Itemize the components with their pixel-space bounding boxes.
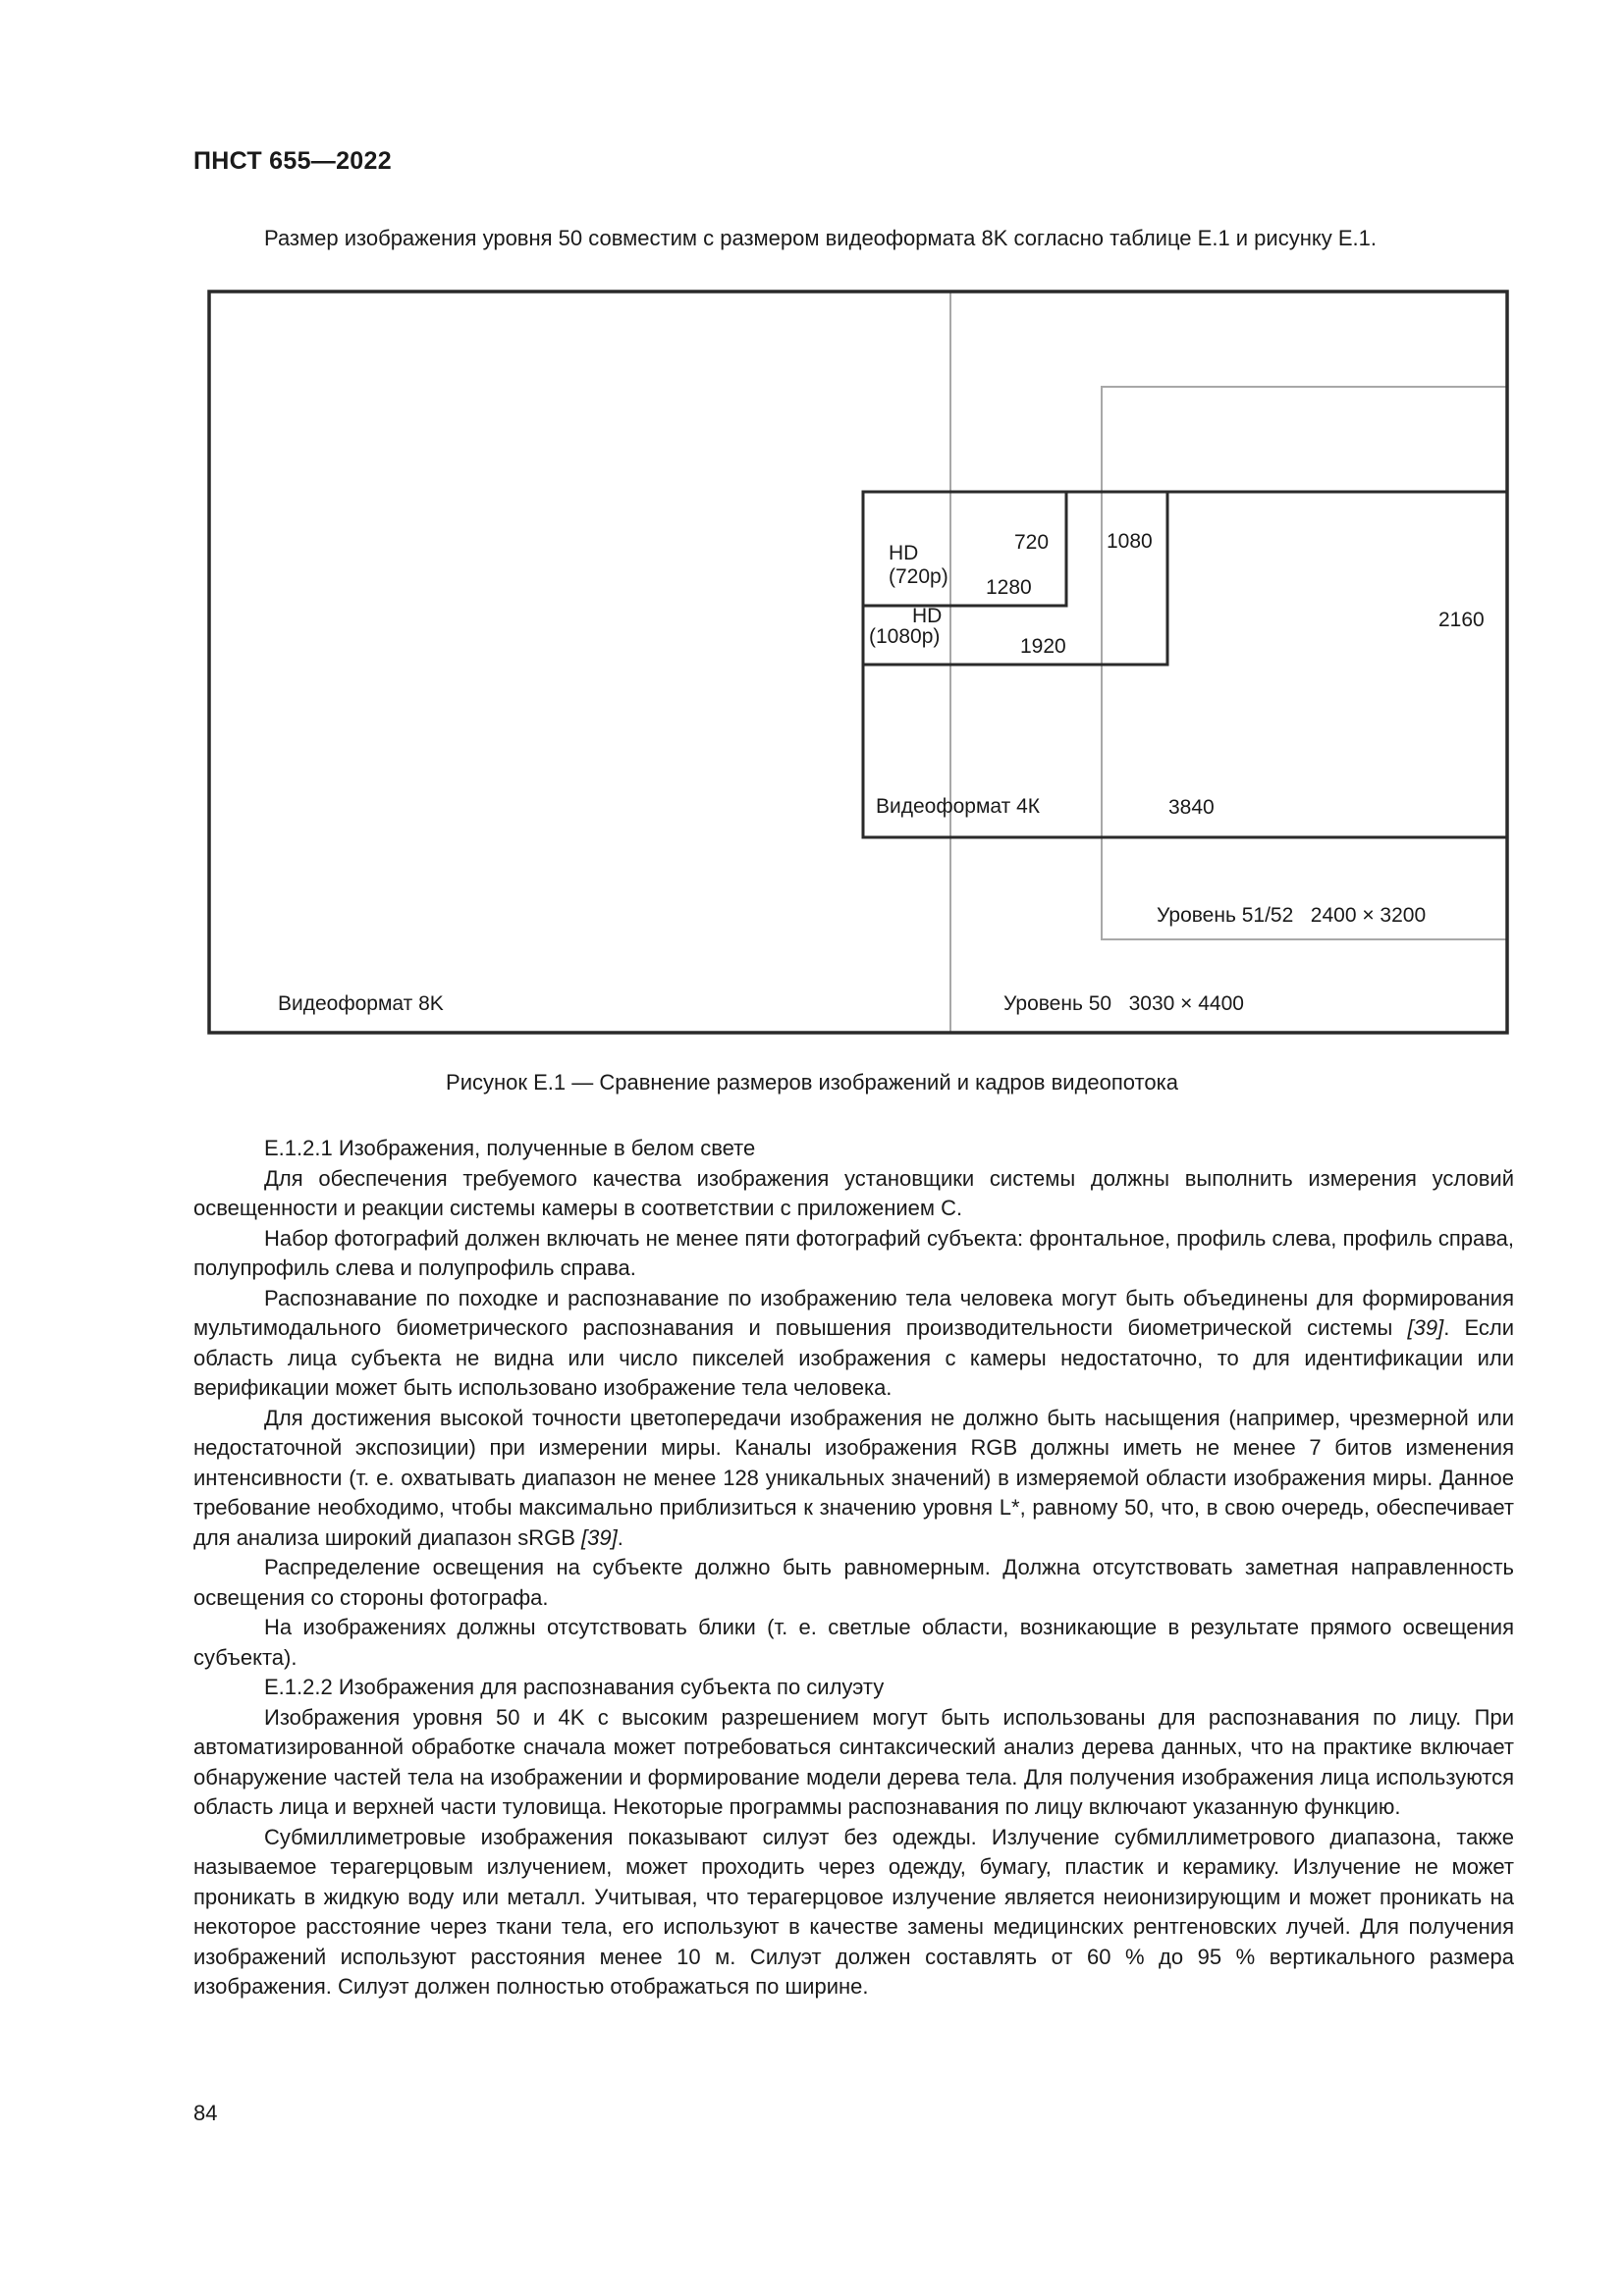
label-4k: Видеоформат 4К (876, 795, 1041, 818)
paragraph: Для обеспечения требуемого качества изображения установщики системы должны выполнить измерения условий освещенности и реакции системы камеры в соответствии с приложением С. (193, 1165, 1514, 1220)
figure-diagram (0, 0, 1624, 1060)
label-hd1080 (869, 605, 943, 648)
label-1920: 1920 (1020, 635, 1066, 658)
label-3840: 3840 (1168, 796, 1215, 819)
paragraph-text: Для достижения высокой точности цветопередачи изображения не должно быть насыщения (например, чрезмерной или недостаточной экспозиции) при измерении миры. Каналы изображения RGB должны иметь не менее 7 битов изменения интенсивности (т. е. охватывать диапазон не менее 128 уникальных значений) в измеряемой области изображения миры. Данное требование необходимо, чтобы максимально приблизиться к значению уровня L*, равному 50, что, в свою очередь, обеспечивает для анализа широкий диапазон sRGB (193, 1405, 1514, 1550)
reference: [39] (1407, 1315, 1444, 1340)
label-1080: 1080 (1107, 530, 1153, 553)
label-level50: Уровень 50 3030 × 4400 (1003, 992, 1244, 1015)
paragraph-text: . Если область лица субъекта не видна или число пикселей изображения с камеры недостаточно, то для идентификации или верификации может быть использовано изображение тела человека. (193, 1315, 1515, 1400)
subsection-heading-e1-2-1: Е.1.2.1 Изображения, полученные в белом свете (264, 1136, 756, 1160)
paragraph-text: Распознавание по походке и распознавание по изображению тела человека могут быть объединены для формирования мультимодального биометрического распознавания и повышения производительности биометрической системы (193, 1285, 1514, 1340)
body-text (193, 1134, 1514, 2002)
label-hd720 (889, 542, 948, 589)
paragraph-text: . (617, 1524, 623, 1550)
paragraph: Распределение освещения на субъекте должно быть равномерным. Должна отсутствовать заметная направленность освещения со стороны фотографа. (193, 1555, 1514, 1610)
paragraph: Изображения уровня 50 и 4K с высоким разрешением могут быть использованы для распознавания по лицу. При автоматизированной обработке сначала может потребоваться синтаксический анализ дерева данных, что на практике включает обнаружение частей тела на изображении и формирование модели дерева тела. Для получения изображения лица используются область лица и верхней части туловища. Некоторые программы распознавания по лицу включают указанную функцию. (193, 1704, 1514, 1819)
paragraph: Субмиллиметровые изображения показывают силуэт без одежды. Излучение субмиллиметрового диапазона, также называемое терагерцовым излучением, может проходить через одежду, бумагу, пластик и керамику. Излучение не может проникать в жидкую воду или металл. Учитывая, что терагерцовое излучение является неионизирующим и может проникать на некоторое расстояние через ткани тела, его используют в качестве замены медицинских рентгеновских лучей. Для получения изображений используют расстояния менее 10 м. Силуэт должен составлять от 60 % до 95 % вертикального размера изображения. Силуэт должен полностью отображаться по ширине. (193, 1824, 1514, 1999)
label-hd720-line2: (720p) (889, 565, 948, 589)
figure-e1 (0, 0, 1624, 1060)
paragraph: На изображениях должны отсутствовать блики (т. е. светлые области, возникающие в результате прямого освещения субъекта). (193, 1615, 1514, 1670)
label-8k: Видеоформат 8K (278, 992, 444, 1015)
intro-paragraph: Размер изображения уровня 50 совместим с размером видеоформата 8K согласно таблице Е.1 и рисунку Е.1. (264, 226, 1377, 250)
label-hd720-line1: HD (889, 542, 919, 564)
label-hd1080-line1: HD (912, 605, 943, 627)
document-header: ПНСТ 655—2022 (193, 147, 392, 175)
page-number: 84 (193, 2101, 218, 2125)
paragraph: Набор фотографий должен включать не менее пяти фотографий субъекта: фронтальное, профиль слева, профиль справа, полупрофиль слева и полупрофиль справа. (193, 1225, 1514, 1280)
label-1280: 1280 (986, 576, 1032, 599)
subsection-heading-e1-2-2: Е.1.2.2 Изображения для распознавания субъекта по силуэту (264, 1675, 885, 1699)
label-level5152: Уровень 51/52 2400 × 3200 (1157, 904, 1427, 927)
paragraph (193, 1404, 1514, 1554)
reference: [39] (581, 1524, 618, 1550)
paragraph (193, 1284, 1514, 1404)
label-720: 720 (1014, 531, 1050, 554)
label-2160: 2160 (1438, 609, 1485, 631)
figure-caption: Рисунок Е.1 — Сравнение размеров изображений и кадров видеопотока (446, 1070, 1178, 1095)
label-hd1080-line2: (1080p) (869, 625, 941, 648)
